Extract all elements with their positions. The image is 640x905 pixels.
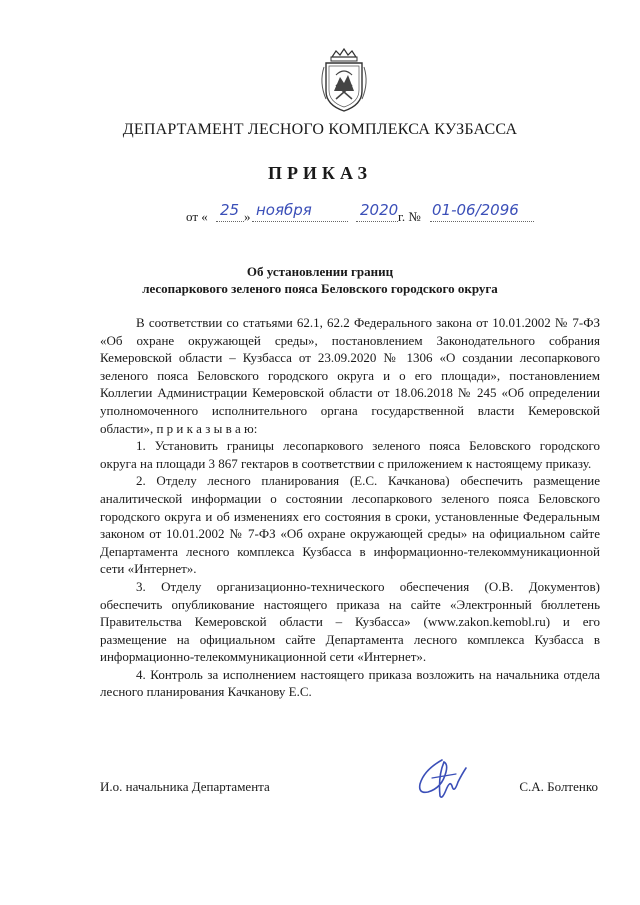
preamble-paragraph: В соответствии со статьями 62.1, 62.2 Федерального закона от 10.01.2002 № 7-ФЗ «Об охране окружающей среды», постановлением Законодательного собрания Кемеровской области – Кузбасса от 23.09.2020 № 1306 «О создании лесопаркового зеленого пояса Беловского городского округа и о его площади», постановлением Коллегии Администрации Кемеровской области от 18.06.2018 № 245 «Об определении уполномоченного исполнительного органа государственной власти Кемеровской области», п р и к а з ы в а ю:: [100, 315, 600, 436]
order-body: [100, 314, 600, 701]
handwritten-signature: [412, 756, 472, 802]
order-subject: [0, 263, 640, 297]
signatory-position: И.о. начальника Департамента: [100, 779, 270, 794]
signatory-name: С.А. Болтенко: [519, 779, 598, 794]
order-month: ноября: [256, 201, 312, 219]
day-underline: [216, 221, 244, 222]
signature-block: [100, 776, 600, 806]
clause-2-paragraph: 2. Отделу лесного планирования (Е.С. Качканова) обеспечить размещение аналитической информации о состоянии лесопаркового зеленого пояса Беловского городского округа и об изменениях его состояния в сроки, установленные Федеральным законом от 10.01.2002 № 7-ФЗ «Об охране окружающей среды» на официальном сайте Департамента лесного комплекса Кузбасса в информационно-телекоммуникационной сети «Интернет».: [100, 473, 600, 577]
order-year: 2020: [360, 201, 399, 219]
date-quote-close: »: [244, 209, 251, 224]
month-underline: [252, 221, 348, 222]
clause-4-paragraph: 4. Контроль за исполнением настоящего приказа возложить на начальника отдела лесного планирования Качканову Е.С.: [100, 666, 600, 700]
clause-1-paragraph: 1. Установить границы лесопаркового зеленого пояса Беловского городского округа на площади 3 867 гектаров в соответствии с приложением к настоящему приказу.: [100, 438, 600, 471]
year-suffix-label: г. №: [398, 209, 421, 224]
department-title: ДЕПАРТАМЕНТ ЛЕСНОГО КОМПЛЕКСА КУЗБАССА: [122, 121, 518, 138]
year-underline: [356, 221, 398, 222]
clause-3-paragraph: 3. Отделу организационно-технического обеспечения (О.В. Документов) обеспечить опубликование настоящего приказа на сайте «Электронный бюллетень Правительства Кемеровской области – Кузбасса» (www.zakon.kemobl.ru) и его размещение на официальном сайте Департамента лесного комплекса Кузбасса в информационно-телекоммуникационной сети «Интернет».: [100, 578, 600, 665]
document-type-title: ПРИКАЗ: [267, 163, 373, 183]
order-date-number-line: [186, 201, 546, 231]
order-day: 25: [220, 201, 240, 219]
kuzbass-coat-of-arms-icon: [318, 47, 370, 113]
order-number: 01-06/2096: [432, 201, 519, 219]
subject-line-2: лесопаркового зеленого пояса Беловского городского округа: [142, 281, 498, 296]
number-underline: [430, 221, 534, 222]
subject-line-1: Об установлении границ: [246, 264, 394, 279]
date-from-label: от «: [186, 209, 208, 224]
